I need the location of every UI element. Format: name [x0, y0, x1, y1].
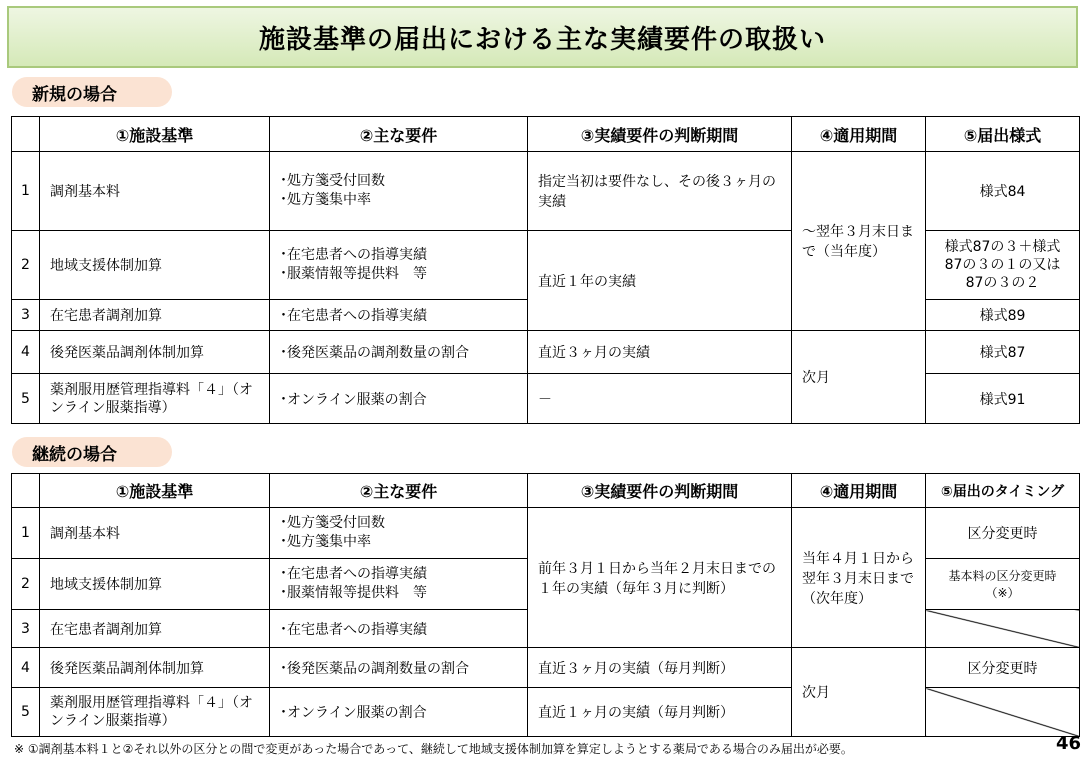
- row-number: 3: [12, 610, 40, 648]
- standard-cell: 在宅患者調剤加算: [40, 610, 270, 648]
- requirement-cell: ･在宅患者への指導実績 ･服薬情報等提供料 等: [270, 559, 528, 610]
- new-table: [11, 116, 1080, 424]
- section-label-new: 新規の場合: [12, 77, 172, 107]
- form-cell: 様式84: [926, 152, 1080, 231]
- period-cell: 指定当初は要件なし、その後３ヶ月の実績: [528, 152, 792, 231]
- footnote: ※ ①調剤基本料１と②それ以外の区分との間で変更があった場合であって、継続して地域支援体制加算を算定しようとする薬局である場合のみ届出が必要。: [14, 742, 853, 756]
- page-title: 施設基準の届出における主な実績要件の取扱い: [258, 24, 826, 55]
- row-number: 4: [12, 331, 40, 374]
- header-apply: ④適用期間: [792, 117, 926, 152]
- empty-diagonal-cell: [926, 610, 1080, 648]
- row-number: 5: [12, 374, 40, 424]
- row-number: 1: [12, 508, 40, 559]
- header-standard: ①施設基準: [40, 117, 270, 152]
- period-cell: 直近１年の実績: [528, 231, 792, 331]
- apply-cell: 次月: [792, 331, 926, 424]
- period-cell: －: [528, 374, 792, 424]
- apply-cell: 次月: [792, 648, 926, 737]
- requirement-cell: ･後発医薬品の調剤数量の割合: [270, 331, 528, 374]
- standard-cell: 薬剤服用歴管理指導料「４」（オンライン服薬指導）: [40, 688, 270, 737]
- requirement-cell: ･在宅患者への指導実績: [270, 300, 528, 331]
- form-cell: 様式91: [926, 374, 1080, 424]
- continuing-table: [11, 473, 1080, 737]
- standard-cell: 地域支援体制加算: [40, 231, 270, 300]
- requirement-cell: ･処方箋受付回数 ･処方箋集中率: [270, 508, 528, 559]
- header-form: ⑤届出様式: [926, 117, 1080, 152]
- header-standard: ①施設基準: [40, 474, 270, 508]
- header-timing: ⑤届出のタイミング: [926, 474, 1080, 508]
- period-cell: 直近１ヶ月の実績（毎月判断）: [528, 688, 792, 737]
- form-cell: 様式89: [926, 300, 1080, 331]
- period-cell: 直近３ヶ月の実績（毎月判断）: [528, 648, 792, 688]
- header-requirement: ②主な要件: [270, 474, 528, 508]
- page-number: 46: [1055, 733, 1081, 754]
- row-number: 1: [12, 152, 40, 231]
- standard-cell: 調剤基本料: [40, 508, 270, 559]
- requirement-cell: ･オンライン服薬の割合: [270, 374, 528, 424]
- header-apply: ④適用期間: [792, 474, 926, 508]
- timing-cell: 基本料の区分変更時（※）: [926, 559, 1080, 610]
- form-cell: 様式87の３＋様式87の３の１の又は87の３の２: [926, 231, 1080, 300]
- period-cell: 前年３月１日から当年２月末日までの１年の実績（毎年３月に判断）: [528, 508, 792, 648]
- standard-cell: 後発医薬品調剤体制加算: [40, 648, 270, 688]
- requirement-cell: ･在宅患者への指導実績: [270, 610, 528, 648]
- standard-cell: 後発医薬品調剤体制加算: [40, 331, 270, 374]
- apply-cell: 当年４月１日から翌年３月末日まで（次年度）: [792, 508, 926, 648]
- row-number: 2: [12, 559, 40, 610]
- standard-cell: 調剤基本料: [40, 152, 270, 231]
- row-number: 4: [12, 648, 40, 688]
- period-cell: 直近３ヶ月の実績: [528, 331, 792, 374]
- row-number: 5: [12, 688, 40, 737]
- timing-cell: 区分変更時: [926, 508, 1080, 559]
- apply-cell: ～翌年３月末日まで（当年度）: [792, 152, 926, 331]
- requirement-cell: ･オンライン服薬の割合: [270, 688, 528, 737]
- requirement-cell: ･在宅患者への指導実績 ･服薬情報等提供料 等: [270, 231, 528, 300]
- header-period: ③実績要件の判断期間: [528, 474, 792, 508]
- standard-cell: 在宅患者調剤加算: [40, 300, 270, 331]
- form-cell: 様式87: [926, 331, 1080, 374]
- timing-cell: 区分変更時: [926, 648, 1080, 688]
- requirement-cell: ･後発医薬品の調剤数量の割合: [270, 648, 528, 688]
- title-banner: [7, 6, 1078, 68]
- standard-cell: 地域支援体制加算: [40, 559, 270, 610]
- header-period: ③実績要件の判断期間: [528, 117, 792, 152]
- header-num: [12, 117, 40, 152]
- requirement-cell: ･処方箋受付回数 ･処方箋集中率: [270, 152, 528, 231]
- standard-cell: 薬剤服用歴管理指導料「４」（オンライン服薬指導）: [40, 374, 270, 424]
- row-number: 2: [12, 231, 40, 300]
- header-requirement: ②主な要件: [270, 117, 528, 152]
- section-label-continuing: 継続の場合: [12, 437, 172, 467]
- empty-diagonal-cell: [926, 688, 1080, 737]
- row-number: 3: [12, 300, 40, 331]
- header-num: [12, 474, 40, 508]
